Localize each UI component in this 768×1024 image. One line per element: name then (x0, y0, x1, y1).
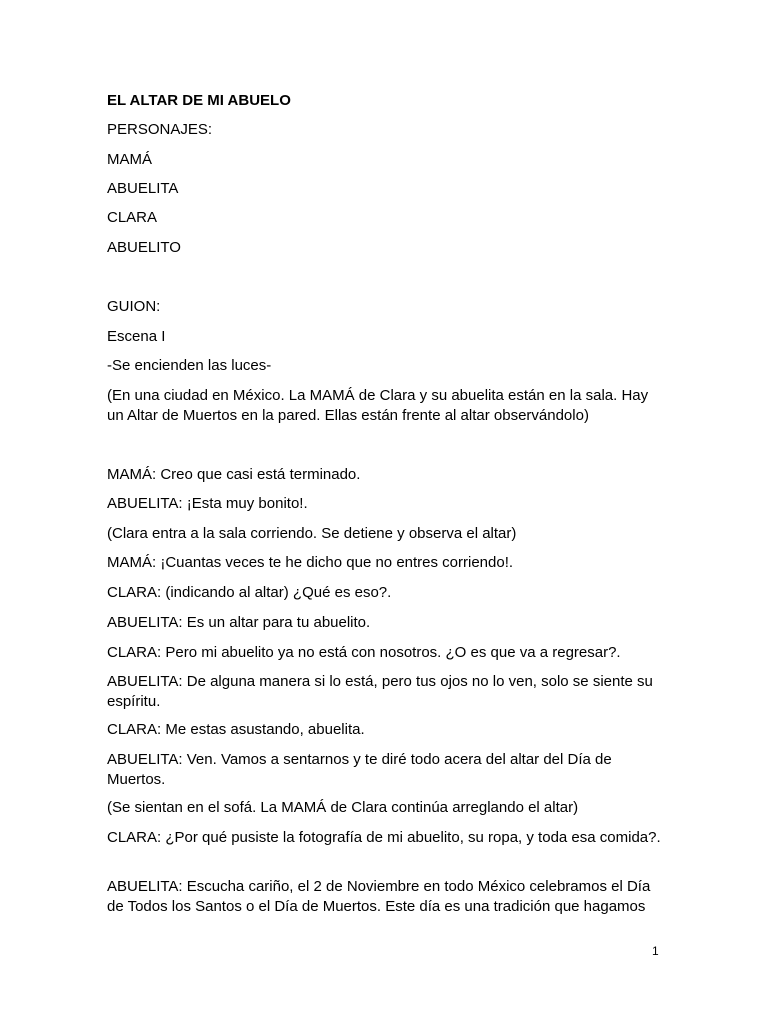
stage-lights: -Se encienden las luces- (107, 357, 272, 374)
character-clara: CLARA (107, 209, 158, 226)
dialogue-line: CLARA: ¿Por qué pusiste la fotografía de mi abuelito, su ropa, y toda esa comida?. (107, 829, 661, 846)
dialogue-line: ABUELITA: Ven. Vamos a sentarnos y te diré todo acera del altar del Día de Muertos. (107, 751, 612, 788)
script-heading: GUION: (107, 298, 161, 315)
page-number: 1 (652, 944, 659, 958)
character-abuelita: ABUELITA (107, 180, 179, 197)
character-mama: MAMÁ (107, 151, 152, 168)
dialogue-line: ABUELITA: De alguna manera si lo está, pero tus ojos no lo ven, solo se siente su espíritu. (107, 673, 653, 710)
scene-heading: Escena I (107, 328, 166, 345)
characters-heading: PERSONAJES: (107, 121, 213, 138)
dialogue-line: ABUELITA: ¡Esta muy bonito!. (107, 495, 308, 512)
stage-direction: (En una ciudad en México. La MAMÁ de Clara y su abuelita están en la sala. Hay un Altar de Muertos en la pared. Ellas están frente al altar observándolo) (107, 387, 649, 424)
document-title: EL ALTAR DE MI ABUELO (107, 92, 291, 109)
dialogue-line: MAMÁ: Creo que casi está terminado. (107, 466, 361, 483)
dialogue-line: MAMÁ: ¡Cuantas veces te he dicho que no entres corriendo!. (107, 554, 514, 571)
character-abuelito: ABUELITO (107, 239, 181, 256)
dialogue-line: CLARA: Pero mi abuelito ya no está con nosotros. ¿O es que va a regresar?. (107, 644, 621, 661)
dialogue-line: ABUELITA: Escucha cariño, el 2 de Noviembre en todo México celebramos el Día de Todos los Santos o el Día de Muertos. Este día es una tradición que hagamos (107, 878, 651, 915)
dialogue-line: CLARA: Me estas asustando, abuelita. (107, 721, 365, 738)
stage-direction: (Clara entra a la sala corriendo. Se detiene y observa el altar) (107, 525, 517, 542)
stage-direction: (Se sientan en el sofá. La MAMÁ de Clara continúa arreglando el altar) (107, 799, 579, 816)
dialogue-line: ABUELITA: Es un altar para tu abuelito. (107, 614, 371, 631)
dialogue-line: CLARA: (indicando al altar) ¿Qué es eso?. (107, 584, 392, 601)
